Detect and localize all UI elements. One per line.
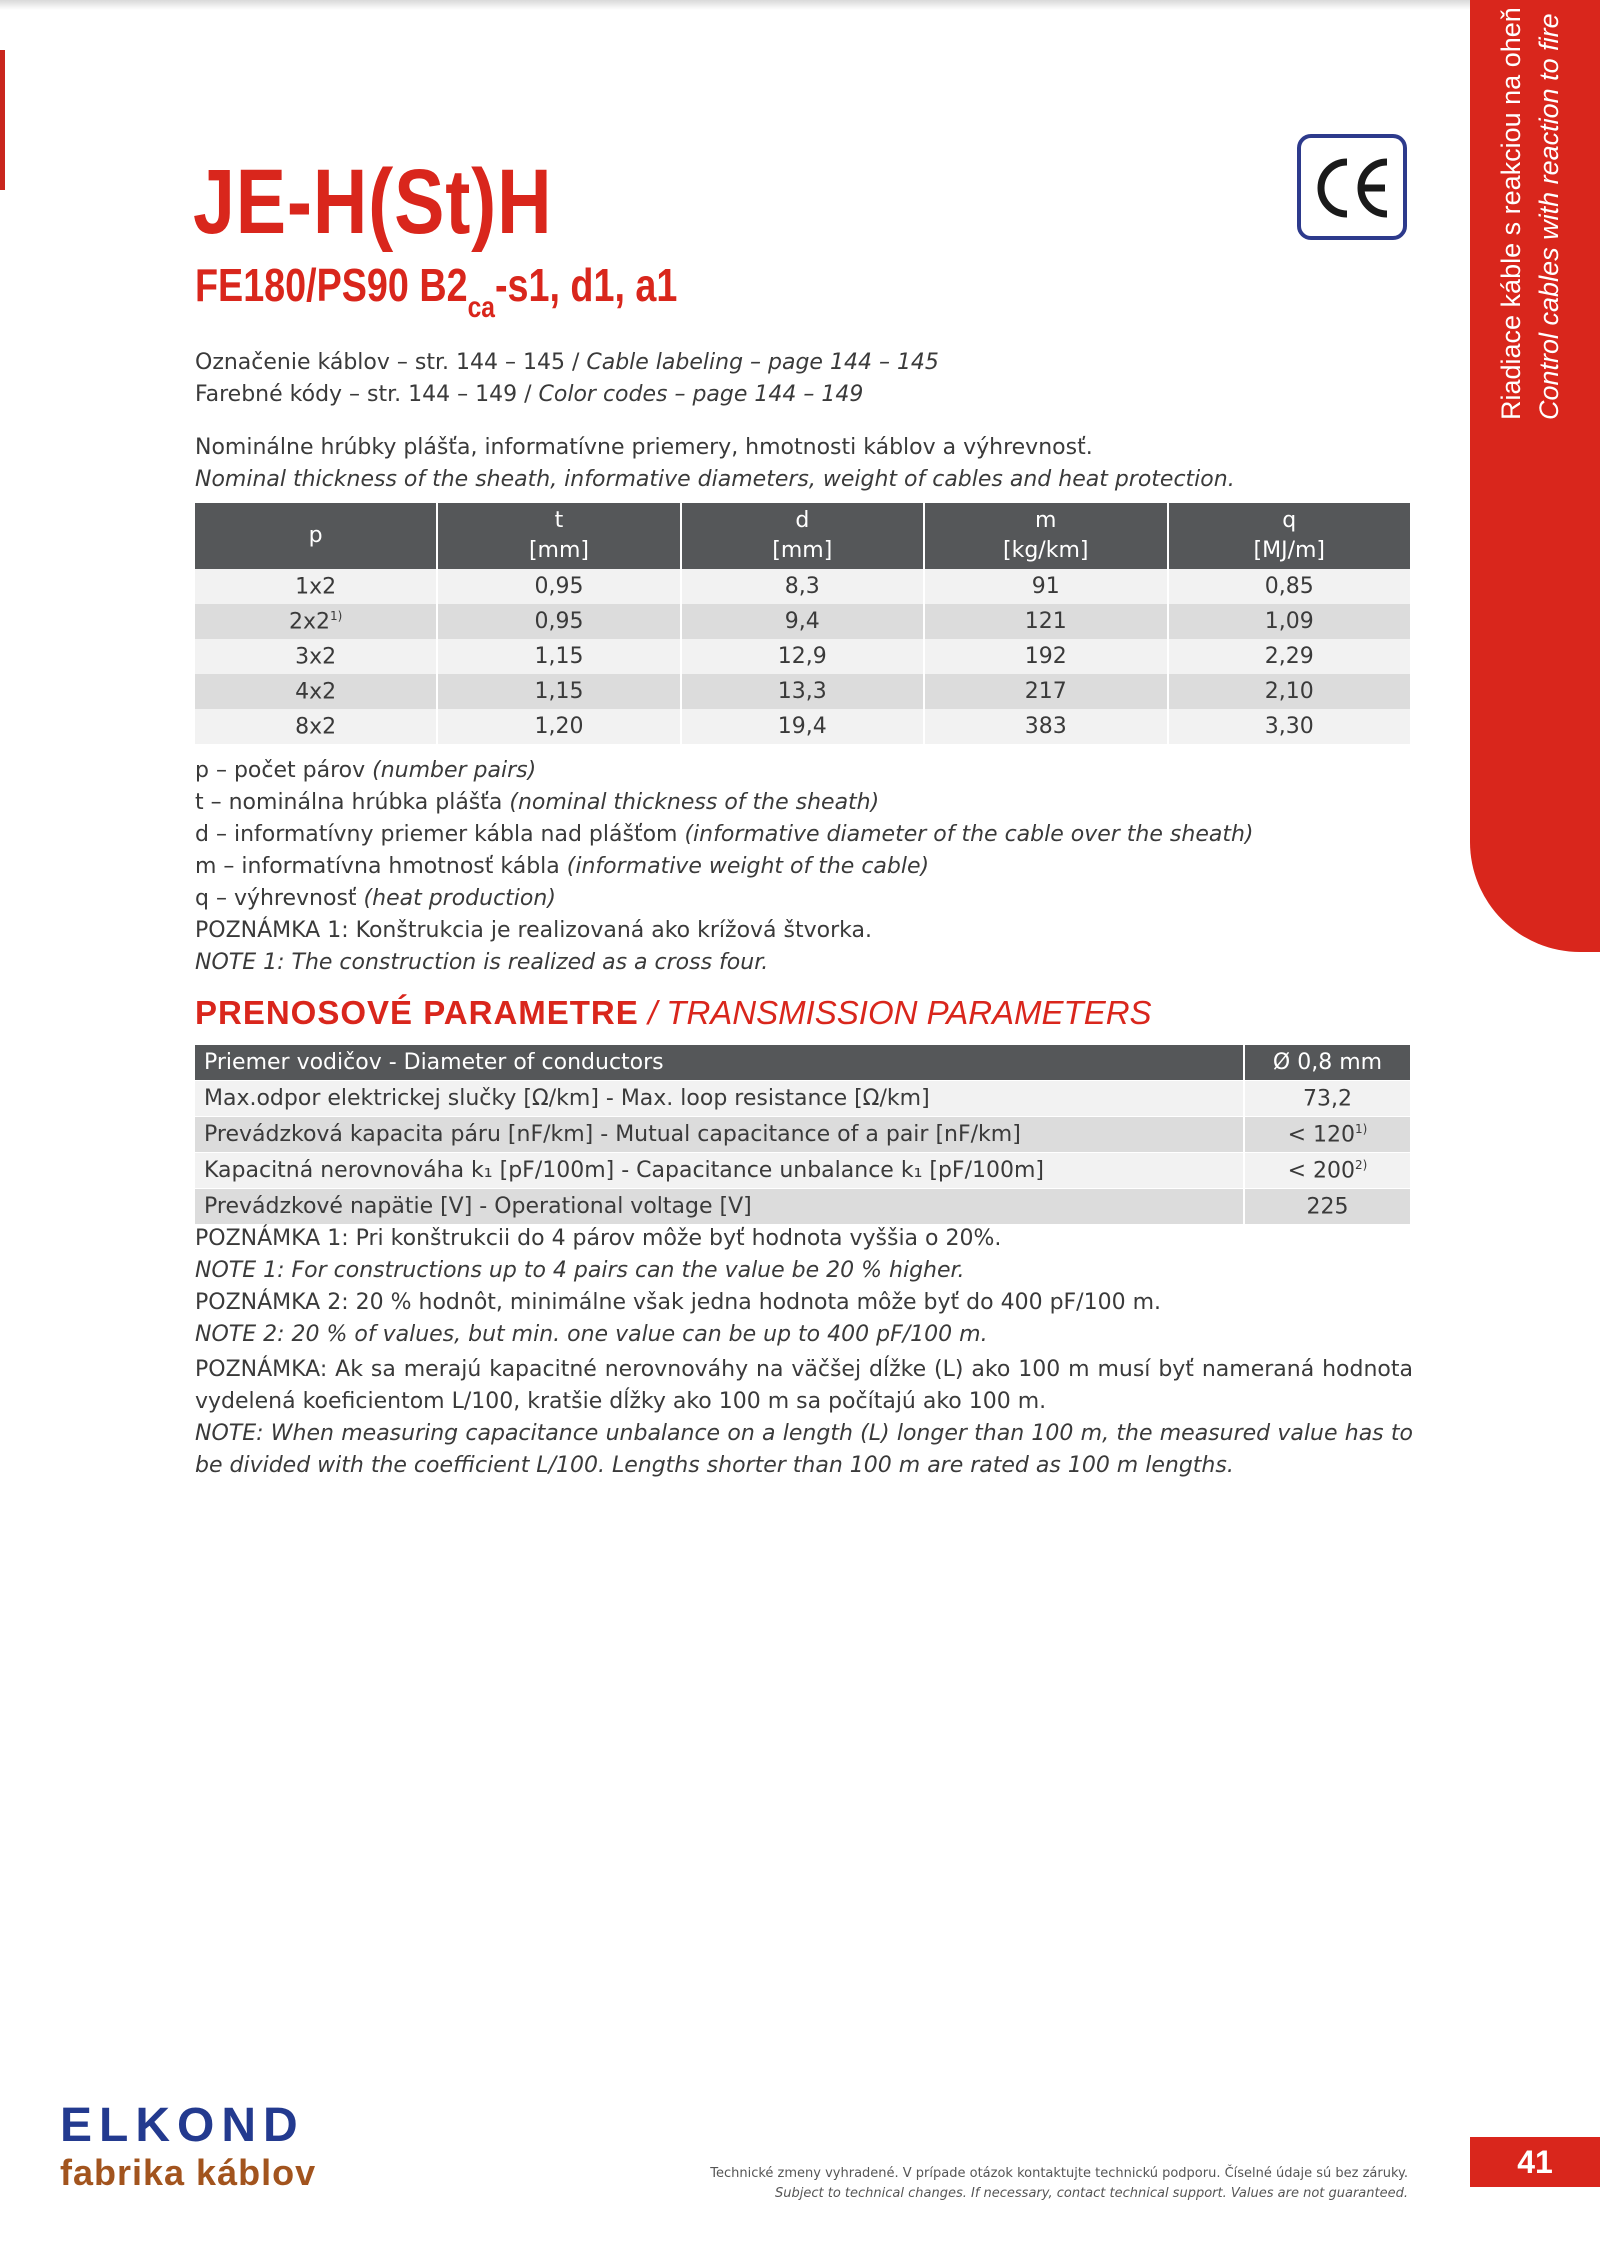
note1-sk: POZNÁMKA 1: Pri konštrukcii do 4 párov môže byť hodnota vyššia o 20%. xyxy=(195,1226,1002,1251)
ref-labeling-en: Cable labeling – page 144 – 145 xyxy=(586,350,939,375)
cell-d: 9,4 xyxy=(681,604,924,639)
legend-item: p – počet párov (number pairs) xyxy=(195,758,537,783)
header-label: Priemer vodičov - Diameter of conductors xyxy=(195,1045,1244,1081)
col-header-m: m [kg/km] xyxy=(924,503,1168,569)
col-header-q: q [MJ/m] xyxy=(1168,503,1410,569)
construction-note-sk: POZNÁMKA 1: Konštrukcia je realizovaná ako krížová štvorka. xyxy=(195,918,872,943)
note1-en: NOTE 1: For constructions up to 4 pairs can the value be 20 % higher. xyxy=(195,1258,965,1283)
cell-t: 0,95 xyxy=(437,604,680,639)
param-value: < $200^{2)}$ xyxy=(1244,1153,1410,1189)
disclaimer-sk: Technické zmeny vyhradené. V prípade otázok kontaktujte technickú podporu. Číselné údaje sú bez záruky. xyxy=(710,2166,1408,2181)
table-row xyxy=(195,709,1410,744)
side-tab-title-en: Control cables with reaction to fire xyxy=(1534,13,1564,420)
cell-t: 0,95 xyxy=(437,569,680,604)
cell-d: 8,3 xyxy=(681,569,924,604)
cell-m: 217 xyxy=(924,674,1168,709)
transmission-table-header xyxy=(195,1045,1410,1081)
transmission-table xyxy=(195,1045,1410,1225)
cell-m: 383 xyxy=(924,709,1168,744)
cell-m: 192 xyxy=(924,639,1168,674)
cell-p: 2x2$^{1)}$ xyxy=(195,604,437,639)
table-row xyxy=(195,1189,1410,1225)
fire-classification xyxy=(195,258,677,325)
table-row xyxy=(195,569,1410,604)
header-value: Ø 0,8 mm xyxy=(1244,1045,1410,1081)
col-header-p: p xyxy=(195,503,437,569)
cell-q: 2,29 xyxy=(1168,639,1410,674)
param-label: Max.odpor elektrickej slučky [Ω/km] - Max. loop resistance [Ω/km] xyxy=(195,1081,1244,1117)
ref-labeling-sk: Označenie káblov – str. 144 – 145 / xyxy=(195,350,587,375)
cell-m: 121 xyxy=(924,604,1168,639)
note3-sk: POZNÁMKA: Ak sa merajú kapacitné nerovnováhy na väčšej dĺžke (L) ako 100 m musí byť nameraná hodnota vydelená koeficientom L/100, kratšie dĺžky ako 100 m sa počítajú ako 100 m. xyxy=(195,1357,1413,1414)
param-label: Prevádzková kapacita páru [nF/km] - Mutual capacitance of a pair [nF/km] xyxy=(195,1117,1244,1153)
ref-colors-sk: Farebné kódy – str. 144 – 149 / xyxy=(195,382,539,407)
page-edge-marker xyxy=(0,50,5,190)
disclaimer-en: Subject to technical changes. If necessary, contact technical support. Values are not guaranteed. xyxy=(775,2186,1408,2201)
side-tab-text xyxy=(1482,7,1592,420)
param-value: < $120^{1)}$ xyxy=(1244,1117,1410,1153)
side-tab-title-sk: Riadiace káble s reakciou na oheň xyxy=(1496,7,1526,420)
cell-m: 91 xyxy=(924,569,1168,604)
cell-q: 1,09 xyxy=(1168,604,1410,639)
note2-sk: POZNÁMKA 2: 20 % hodnôt, minimálne však jedna hodnota môže byť do 400 pF/100 m. xyxy=(195,1290,1162,1315)
intro-en: Nominal thickness of the sheath, informative diameters, weight of cables and heat protection. xyxy=(195,467,1235,492)
ref-labeling xyxy=(195,350,939,375)
cell-d: 12,9 xyxy=(681,639,924,674)
cell-p: 8x2 xyxy=(195,709,437,744)
ce-mark-icon xyxy=(1297,134,1407,240)
note2-en: NOTE 2: 20 % of values, but min. one value can be up to 400 pF/100 m. xyxy=(195,1322,988,1347)
ref-colors-en: Color codes – page 144 – 149 xyxy=(538,382,864,407)
param-label: Kapacitná nerovnováha k₁ [pF/100m] - Capacitance unbalance k₁ [pF/100m] xyxy=(195,1153,1244,1189)
table-row xyxy=(195,1081,1410,1117)
dimensions-table xyxy=(195,503,1410,744)
cell-t: 1,15 xyxy=(437,639,680,674)
param-value: 225 xyxy=(1244,1189,1410,1225)
cell-q: 0,85 xyxy=(1168,569,1410,604)
cell-d: 13,3 xyxy=(681,674,924,709)
note3-en: NOTE: When measuring capacitance unbalance on a length (L) longer than 100 m, the measured value has to be divided with the coefficient L/100. Lengths shorter than 100 m are rated as 100 m lengths. xyxy=(195,1421,1413,1478)
cell-q: 3,30 xyxy=(1168,709,1410,744)
dimensions-table-header xyxy=(195,503,1410,569)
page-number: 41 xyxy=(1470,2137,1600,2187)
transmission-section-title: PRENOSOVÉ PARAMETRE / TRANSMISSION PARAMETERS xyxy=(195,994,1152,1031)
cell-q: 2,10 xyxy=(1168,674,1410,709)
product-title: JE-H(St)H xyxy=(193,151,553,253)
cell-p: 1x2 xyxy=(195,569,437,604)
table-row xyxy=(195,639,1410,674)
legend-item: m – informatívna hmotnosť kábla (informative weight of the cable) xyxy=(195,854,930,879)
table-row xyxy=(195,604,1410,639)
elkond-logo-tagline: fabrika káblov xyxy=(60,2152,317,2193)
legend-item: q – výhrevnosť (heat production) xyxy=(195,886,556,911)
cell-d: 19,4 xyxy=(681,709,924,744)
param-value: 73,2 xyxy=(1244,1081,1410,1117)
classification-tail: -s1, d1, a1 xyxy=(494,259,678,311)
legend-item: t – nominálna hrúbka plášťa (nominal thickness of the sheath) xyxy=(195,790,880,815)
param-label: Prevádzkové napätie [V] - Operational voltage [V] xyxy=(195,1189,1244,1225)
table-row xyxy=(195,674,1410,709)
top-shadow xyxy=(0,0,1470,10)
col-header-d: d [mm] xyxy=(681,503,924,569)
elkond-logo: ELKOND xyxy=(60,2099,305,2152)
intro-sk: Nominálne hrúbky plášťa, informatívne priemery, hmotnosti káblov a výhrevnosť. xyxy=(195,435,1093,460)
legend-item: d – informatívny priemer kábla nad plášťom (informative diameter of the cable over the sheath) xyxy=(195,822,1254,847)
cell-p: 4x2 xyxy=(195,674,437,709)
classification-main: FE180/PS90 B2 xyxy=(195,259,468,311)
cell-t: 1,15 xyxy=(437,674,680,709)
construction-note-en: NOTE 1: The construction is realized as a cross four. xyxy=(195,950,769,975)
table-row xyxy=(195,1117,1410,1153)
table-row xyxy=(195,1153,1410,1189)
classification-subscript: ca xyxy=(467,291,495,324)
col-header-t: t [mm] xyxy=(437,503,680,569)
cell-p: 3x2 xyxy=(195,639,437,674)
ref-colors xyxy=(195,382,863,407)
cell-t: 1,20 xyxy=(437,709,680,744)
